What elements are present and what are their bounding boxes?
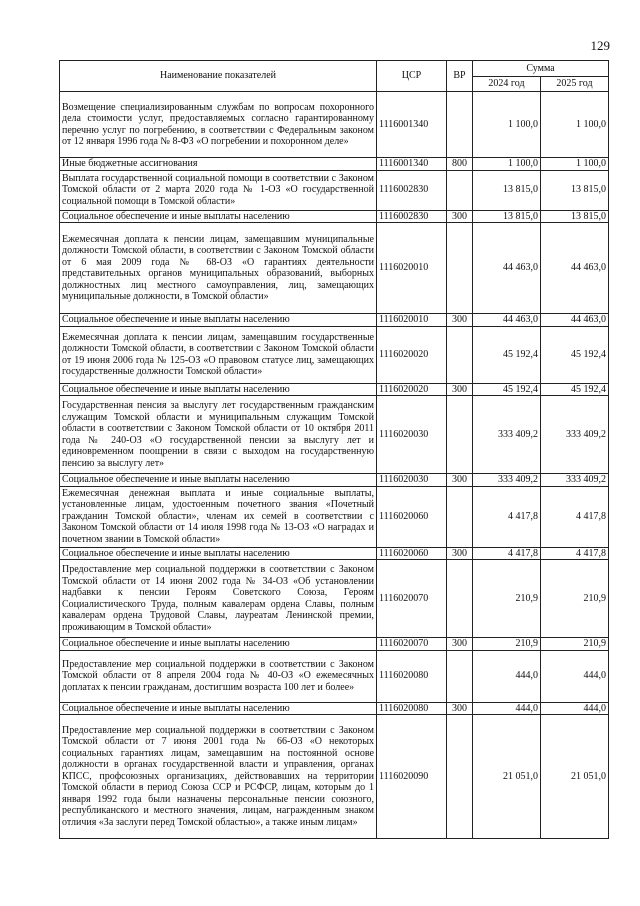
row-vr [447,396,473,474]
row-csr: 1116020070 [377,560,447,638]
row-value-2024: 1 100,0 [473,92,541,158]
row-value-2024: 45 192,4 [473,383,541,396]
row-vr [447,92,473,158]
row-vr [447,326,473,383]
row-csr: 1116002830 [377,210,447,223]
row-value-2025: 444,0 [541,650,609,702]
table-row [60,486,609,547]
row-vr: 300 [447,702,473,715]
table-row [60,560,609,638]
table-row [60,650,609,702]
row-name: Предоставление мер социальной поддержки в соответствии с Законом Томской области от 7 июня 2001 года № 66-ОЗ «О некоторых социальных гарантиях лицам, замещавшим на постоянной основе должности в органах государственной власти и управления, органах КПСС, профсоюзных организациях, действовавших на территории Томской области в период Союза ССР и РСФСР, лицам, которым до 1 января 1992 года были назначены персональные пенсии союзного, республиканского и местного значения, лицам, награжденным знаком отличия «За заслуги перед Томской областью», а также иным лицам» [60,715,377,839]
header-sum: Сумма [473,61,609,77]
row-value-2025: 333 409,2 [541,474,609,487]
row-name: Социальное обеспечение и иные выплаты населению [60,547,377,560]
row-csr: 1116020010 [377,314,447,327]
row-value-2024: 210,9 [473,560,541,638]
row-name: Ежемесячная доплата к пенсии лицам, замещавшим муниципальные должности Томской области, в соответствии с Законом Томской области от 6 мая 2009 года № 68-ОЗ «О гарантиях деятельности представительных органов муниципальных образований, выборных должностных лиц местного самоуправления, лиц, замещающих муниципальные должности, в Томской области» [60,223,377,314]
row-value-2024: 4 417,8 [473,547,541,560]
row-vr: 800 [447,158,473,171]
row-name: Социальное обеспечение и иные выплаты населению [60,383,377,396]
row-value-2024: 4 417,8 [473,486,541,547]
row-value-2024: 13 815,0 [473,210,541,223]
table-row [60,314,609,327]
row-vr: 300 [447,383,473,396]
row-vr [447,715,473,839]
row-value-2025: 210,9 [541,560,609,638]
row-vr: 300 [447,314,473,327]
budget-table [59,60,609,839]
header-csr: ЦСР [377,61,447,92]
row-value-2024: 444,0 [473,650,541,702]
row-name: Социальное обеспечение и иные выплаты населению [60,314,377,327]
table-row [60,92,609,158]
row-value-2024: 333 409,2 [473,474,541,487]
table-row [60,702,609,715]
table-row [60,223,609,314]
row-csr: 1116001340 [377,158,447,171]
table-row [60,210,609,223]
row-value-2024: 44 463,0 [473,223,541,314]
row-csr: 1116020020 [377,383,447,396]
table-header-row [60,61,609,77]
row-value-2025: 444,0 [541,702,609,715]
row-csr: 1116001340 [377,92,447,158]
row-name: Иные бюджетные ассигнования [60,158,377,171]
row-value-2025: 4 417,8 [541,547,609,560]
row-value-2025: 333 409,2 [541,396,609,474]
row-value-2024: 210,9 [473,638,541,651]
row-value-2025: 4 417,8 [541,486,609,547]
row-value-2025: 44 463,0 [541,223,609,314]
row-value-2024: 1 100,0 [473,158,541,171]
row-name: Социальное обеспечение и иные выплаты населению [60,702,377,715]
row-name: Социальное обеспечение и иные выплаты населению [60,474,377,487]
row-csr: 1116002830 [377,170,447,210]
row-value-2024: 45 192,4 [473,326,541,383]
row-name: Предоставление мер социальной поддержки в соответствии с Законом Томской области от 14 июня 2002 года № 34-ОЗ «Об установлении надбавки к пенсии Героям Советского Союза, Героям Социалистического Труда, полным кавалерам ордена Славы, полным кавалерам ордена Трудовой Славы, лауреатам Ленинской премии, проживающим в Томской области» [60,560,377,638]
row-vr: 300 [447,547,473,560]
row-vr [447,223,473,314]
row-name: Возмещение специализированным службам по вопросам похоронного дела стоимости услуг, предоставляемых согласно гарантированному перечню услуг по погребению, в соответствии с Федеральным законом от 12 января 1996 года № 8-ФЗ «О погребении и похоронном деле» [60,92,377,158]
row-vr: 300 [447,474,473,487]
row-vr [447,486,473,547]
row-csr: 1116020030 [377,474,447,487]
table-row [60,396,609,474]
row-vr [447,650,473,702]
row-csr: 1116020060 [377,486,447,547]
table-row [60,170,609,210]
row-csr: 1116020070 [377,638,447,651]
row-name: Социальное обеспечение и иные выплаты населению [60,210,377,223]
table-row [60,715,609,839]
row-csr: 1116020080 [377,650,447,702]
row-value-2024: 333 409,2 [473,396,541,474]
row-value-2025: 1 100,0 [541,92,609,158]
row-name: Ежемесячная доплата к пенсии лицам, замещавшим государственные должности Томской области, в соответствии с Законом Томской области от 19 июня 2006 года № 125-ОЗ «О правовом статусе лиц, замещающих государственные должности Томской области» [60,326,377,383]
table-row [60,474,609,487]
row-value-2025: 1 100,0 [541,158,609,171]
row-vr [447,170,473,210]
row-name: Предоставление мер социальной поддержки в соответствии с Законом Томской области от 8 апреля 2004 года № 40-ОЗ «О ежемесячных доплатах к пенсии гражданам, достигшим возраста 100 лет и более» [60,650,377,702]
page-number: 129 [590,38,610,53]
row-value-2025: 45 192,4 [541,326,609,383]
row-value-2024: 21 051,0 [473,715,541,839]
row-csr: 1116020020 [377,326,447,383]
table-row [60,383,609,396]
row-csr: 1116020090 [377,715,447,839]
header-name: Наименование показателей [60,61,377,92]
row-csr: 1116020080 [377,702,447,715]
row-value-2024: 444,0 [473,702,541,715]
table-row [60,638,609,651]
row-vr: 300 [447,638,473,651]
row-vr [447,560,473,638]
row-name: Выплата государственной социальной помощи в соответствии с Законом Томской области от 2 марта 2020 года № 1-ОЗ «О государственной социальной помощи в Томской области» [60,170,377,210]
row-name: Социальное обеспечение и иные выплаты населению [60,638,377,651]
row-value-2025: 44 463,0 [541,314,609,327]
row-csr: 1116020060 [377,547,447,560]
header-vr: ВР [447,61,473,92]
row-vr: 300 [447,210,473,223]
row-value-2025: 210,9 [541,638,609,651]
row-name: Ежемесячная денежная выплата и иные социальные выплаты, установленные лицам, удостоенным почетного звания «Почетный гражданин Томской области», членам их семей в соответствии с Законом Томской области от 14 июля 1998 года № 13-ОЗ «О наградах и почетном звании в Томской области» [60,486,377,547]
row-value-2024: 13 815,0 [473,170,541,210]
table-row [60,158,609,171]
table-row [60,326,609,383]
header-year-2024: 2024 год [473,76,541,92]
row-value-2025: 45 192,4 [541,383,609,396]
row-name: Государственная пенсия за выслугу лет государственным гражданским служащим Томской области и муниципальным служащим Томской области в соответствии с Законом Томской области от 10 октября 2011 года № 240-ОЗ «О государственной пенсии за выслугу лет и единовременном поощрении в связи с выходом на государственную пенсию за выслугу лет» [60,396,377,474]
table-row [60,547,609,560]
header-year-2025: 2025 год [541,76,609,92]
row-value-2024: 44 463,0 [473,314,541,327]
row-value-2025: 21 051,0 [541,715,609,839]
row-csr: 1116020030 [377,396,447,474]
row-csr: 1116020010 [377,223,447,314]
row-value-2025: 13 815,0 [541,170,609,210]
row-value-2025: 13 815,0 [541,210,609,223]
